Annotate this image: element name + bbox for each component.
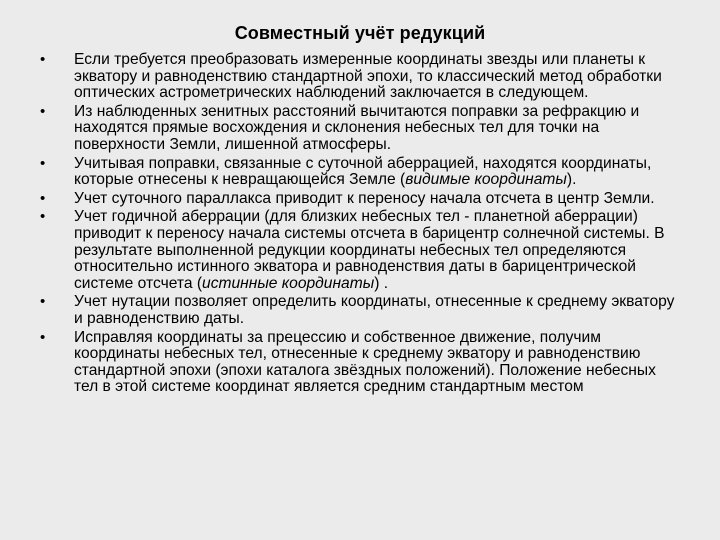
bullet-icon: • (40, 51, 46, 68)
bullet-item-4 (40, 191, 680, 208)
bullet-icon: • (40, 154, 46, 172)
bullet-icon: • (40, 208, 46, 226)
bullet-item-3 (40, 156, 680, 189)
bullet-text-emphasis: видимые координаты (405, 171, 567, 189)
bullet-text (74, 155, 651, 189)
bullet-icon: • (40, 293, 46, 311)
slide-title: Совместный учёт редукций (234, 23, 486, 43)
bullet-text-after: ) . (374, 274, 389, 292)
bullet-icon: • (40, 189, 46, 207)
bullet-item-1 (40, 52, 680, 102)
bullet-text: Если требуется преобразовать измеренные координаты звезды или планеты к экватору и равноденствию стандартной эпохи, то классический метод обработки оптических астрометрических наблюдений заключается в следующем. (74, 51, 662, 102)
bullet-text: Из наблюденных зенитных расстояний вычитаются поправки за рефракцию и находятся прямые восхождения и склонения небесных тел для точки на поверхности Земли, лишенной атмосферы. (74, 102, 640, 153)
bullet-list (40, 52, 680, 398)
bullet-text (74, 208, 665, 291)
bullet-item-2 (40, 104, 680, 154)
bullet-text-emphasis: истинные координаты (202, 274, 375, 292)
bullet-icon: • (40, 328, 46, 346)
bullet-text-after: ). (566, 171, 577, 189)
bullet-item-5 (40, 209, 680, 292)
bullet-item-6 (40, 294, 680, 327)
bullet-icon: • (40, 102, 46, 120)
bullet-item-7 (40, 330, 680, 396)
bullet-text: Исправляя координаты за прецессию и собственное движение, получим координаты небесных тел, отнесенные к среднему экватору и равноденствию стандартной эпохи (эпохи каталога звёздных положений). Положение небесных тел в этой системе координат является средним стандартным местом (74, 328, 656, 396)
bullet-text-before: Учет годичной аберрации (для близких небесных тел - планетной аберрации) приводит к переносу начала системы отсчета в барицентр солнечной системы. В результате выполненной редукции координаты небесных тел определяются относительно истинного экватора и равноденствия даты в барицентрической системе отсчета ( (74, 208, 665, 292)
bullet-text: Учет суточного параллакса приводит к переносу начала отсчета в центр Земли. (74, 189, 655, 207)
bullet-text: Учет нутации позволяет определить координаты, отнесенные к среднему экватору и равноденствию даты. (74, 293, 675, 327)
bullet-text-before: Учитывая поправки, связанные с суточной аберрацией, находятся координаты, которые отнесены к невращающейся Земле ( (74, 154, 652, 189)
